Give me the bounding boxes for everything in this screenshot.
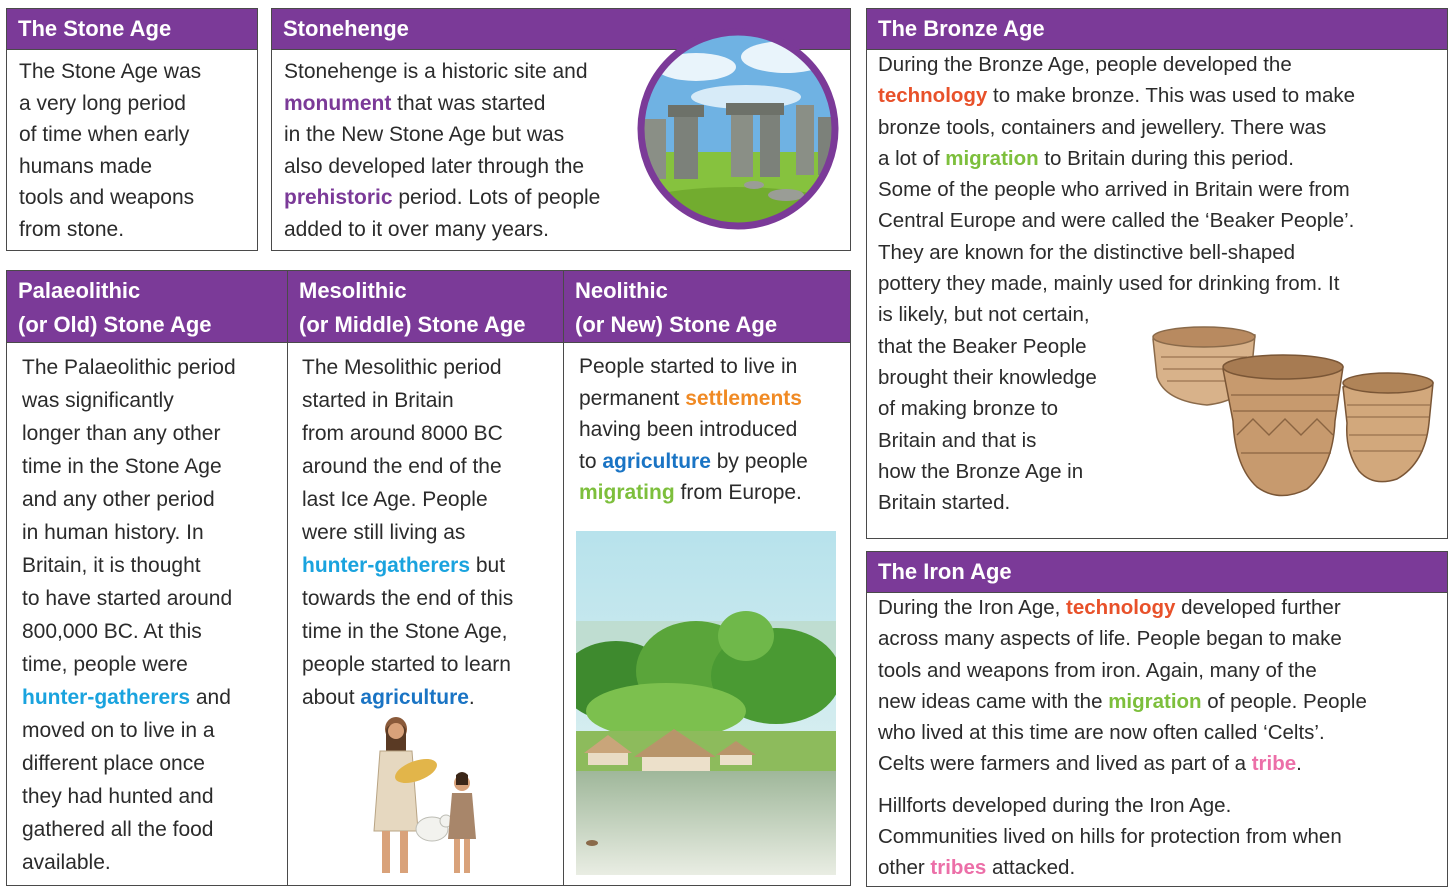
text-line: they had hunted and — [22, 785, 214, 808]
text-line: and any other period — [22, 488, 215, 511]
text-line: The Mesolithic period — [302, 356, 502, 379]
text-line: longer than any other — [22, 422, 221, 445]
text-line: new ideas came with the migration of people. People — [878, 689, 1367, 713]
text-line: a lot of migration to Britain during this period. — [878, 146, 1294, 170]
text-line: having been introduced — [579, 418, 798, 441]
text-line: During the Bronze Age, people developed the — [878, 53, 1292, 76]
keyword-agriculture: agriculture — [602, 449, 711, 473]
palaeolithic-card — [6, 270, 288, 886]
keyword-migrating: migrating — [579, 481, 675, 504]
text-line: to agriculture by people — [579, 449, 808, 473]
neolithic-settlement-illustration — [576, 531, 836, 875]
stonehenge-card — [271, 8, 851, 251]
iron-age-card — [866, 551, 1448, 887]
keyword-monument: monument — [284, 91, 392, 115]
text-line: monument that was started — [284, 91, 546, 115]
text-line: different place once — [22, 752, 205, 775]
mesolithic-card — [287, 270, 564, 886]
text-line: tools and weapons — [19, 186, 195, 209]
text-line: bronze tools, containers and jewellery. There was — [878, 115, 1327, 139]
neolithic-card — [563, 270, 851, 886]
text-line: Some of the people who arrived in Britain were from — [878, 178, 1350, 202]
text-line: migrating from Europe. — [579, 481, 802, 504]
bronze-age-title: The Bronze Age — [867, 9, 1447, 50]
text-line: started in Britain — [302, 389, 454, 412]
text-line: people started to learn — [302, 653, 511, 676]
text-line: was significantly — [22, 389, 174, 412]
text-line: The Stone Age was — [19, 60, 202, 83]
text-line: Britain and that is — [878, 428, 1037, 452]
stonehenge-illustration — [636, 27, 840, 231]
keyword-prehistoric: prehistoric — [284, 186, 393, 209]
keyword-tribes: tribes — [930, 856, 987, 880]
palaeolithic-title: Palaeolithic (or Old) Stone Age — [7, 271, 287, 343]
keyword-hunter-gatherers: hunter-gatherers — [22, 686, 191, 709]
iron-age-text — [867, 592, 1447, 884]
text-line: also developed later through the — [284, 154, 585, 178]
palaeolithic-text — [7, 351, 287, 879]
text-line: gathered all the food — [22, 818, 214, 841]
keyword-settlements: settlements — [685, 386, 802, 410]
text-line: hunter-gatherers but — [302, 554, 506, 577]
keyword-technology: technology — [1066, 596, 1176, 619]
text-line: from stone. — [19, 217, 125, 241]
text-line: last Ice Age. People — [302, 488, 488, 511]
text-line: who lived at this time are now often called ‘Celts’. — [878, 721, 1325, 745]
text-line: time in the Stone Age, — [302, 620, 508, 643]
text-line: across many aspects of life. People began to make — [878, 627, 1342, 651]
neolithic-text — [564, 351, 850, 509]
text-line: The Palaeolithic period — [22, 356, 236, 379]
text-line: Central Europe and were called the ‘Beaker People’. — [878, 209, 1355, 233]
keyword-hunter-gatherers: hunter-gatherers — [302, 554, 471, 577]
bronze-age-card — [866, 8, 1448, 539]
text-line: a very long period — [19, 91, 186, 115]
text-line: permanent settlements — [579, 386, 802, 410]
text-line: They are known for the distinctive bell-shaped — [878, 240, 1296, 264]
text-line: from around 8000 BC — [302, 422, 503, 445]
neolithic-title: Neolithic (or New) Stone Age — [564, 271, 850, 343]
text-line: prehistoric period. Lots of people — [284, 186, 601, 209]
keyword-agriculture: agriculture — [360, 686, 469, 709]
text-line: Britain started. — [878, 491, 1011, 515]
text-line: is likely, but not certain, — [878, 303, 1090, 327]
keyword-tribe: tribe — [1251, 752, 1297, 776]
text-line: were still living as — [302, 521, 466, 544]
keyword-technology: technology — [878, 84, 988, 108]
text-line: of time when early — [19, 123, 190, 146]
stone-age-title: The Stone Age — [7, 9, 257, 50]
text-line: around the end of the — [302, 455, 502, 478]
text-line: available. — [22, 851, 111, 874]
text-line: Communities lived on hills for protection from when — [878, 825, 1342, 849]
keyword-migration: migration — [1108, 689, 1202, 713]
text-line: hunter-gatherers and — [22, 686, 231, 709]
text-line: added to it over many years. — [284, 217, 549, 241]
text-line: of making bronze to — [878, 397, 1059, 421]
text-line: in human history. In — [22, 521, 204, 544]
text-line: about agriculture. — [302, 686, 475, 709]
text-line: other tribes attacked. — [878, 856, 1076, 880]
text-line: Britain, it is thought — [22, 554, 201, 577]
text-line: time, people were — [22, 653, 188, 676]
text-line: towards the end of this — [302, 587, 514, 610]
keyword-migration: migration — [945, 146, 1039, 170]
stone-age-card — [6, 8, 258, 251]
text-line: People started to live in — [579, 355, 798, 378]
text-line: 800,000 BC. At this — [22, 620, 202, 643]
text-line: tools and weapons from iron. Again, many of the — [878, 658, 1317, 682]
text-line: that the Beaker People — [878, 334, 1087, 358]
text-line: humans made — [19, 154, 153, 178]
text-line: Celts were farmers and lived as part of a tribe. — [878, 752, 1302, 776]
text-line: to have started around — [22, 587, 233, 610]
beaker-pottery-illustration — [1147, 317, 1441, 507]
text-line: moved on to live in a — [22, 719, 215, 742]
mesolithic-text — [288, 351, 563, 714]
text-line: Stonehenge is a historic site and — [284, 60, 588, 83]
text-line: brought their knowledge — [878, 365, 1097, 389]
text-line: technology to make bronze. This was used to make — [878, 84, 1356, 108]
mesolithic-title: Mesolithic (or Middle) Stone Age — [288, 271, 563, 343]
stone-age-text — [7, 56, 257, 245]
stonehenge-title: Stonehenge — [272, 9, 850, 50]
text-line: in the New Stone Age but was — [284, 123, 565, 146]
text-line: pottery they made, mainly used for drinking from. It — [878, 272, 1340, 296]
text-line: time in the Stone Age — [22, 455, 222, 478]
text-line: how the Bronze Age in — [878, 459, 1084, 483]
text-line: During the Iron Age, technology developed further — [878, 596, 1341, 619]
iron-age-title: The Iron Age — [867, 552, 1447, 593]
stone-age-people-illustration — [358, 711, 498, 881]
text-line: Hillforts developed during the Iron Age. — [878, 793, 1232, 817]
